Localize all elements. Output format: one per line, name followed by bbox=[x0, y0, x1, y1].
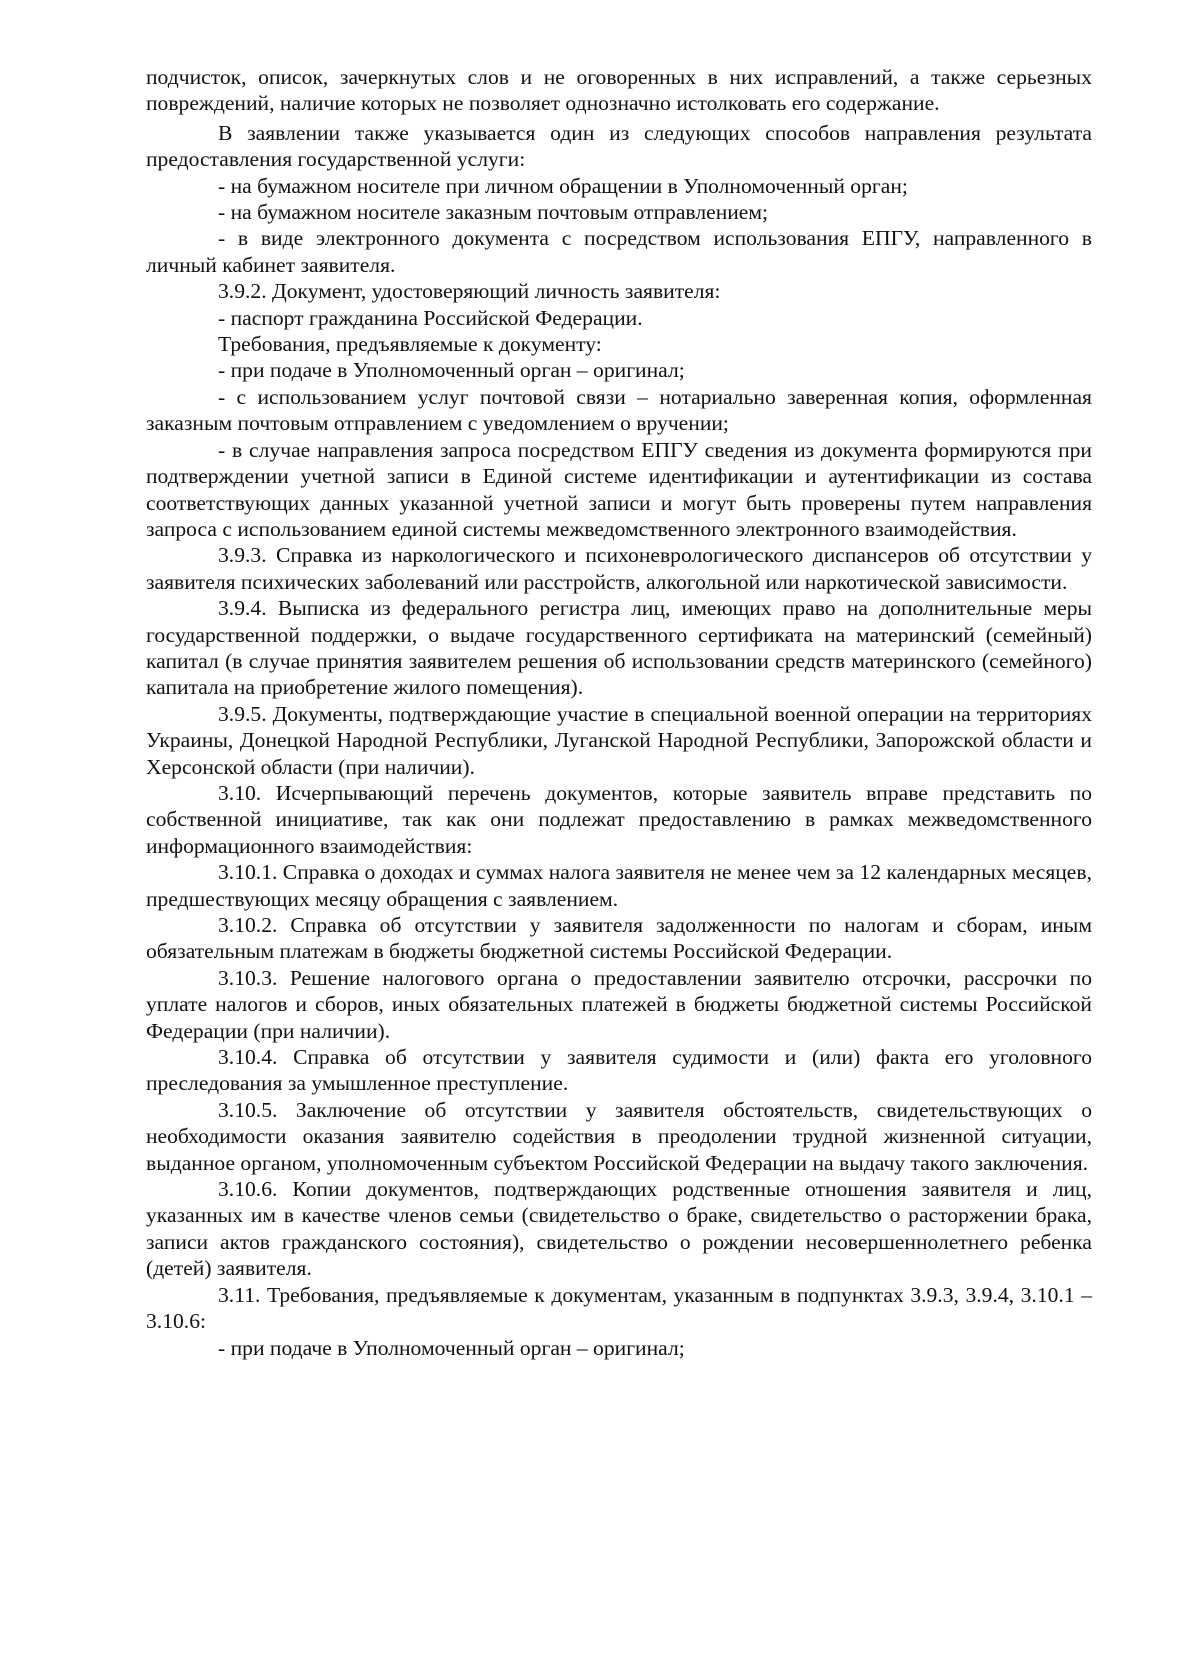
paragraph-result-methods: В заявлении также указывается один из следующих способов направления результата предоставления государственной услуги: bbox=[146, 120, 1092, 172]
paragraph-3-10-6: 3.10.6. Копии документов, подтверждающих родственные отношения заявителя и лиц, указанных им в качестве членов семьи (свидетельство о браке, свидетельство о расторжении брака, записи актов гражданского состояния), свидетельство о рождении несовершеннолетнего ребенка (детей) заявителя. bbox=[146, 1177, 1092, 1281]
list-item-epgu: - в случае направления запроса посредством ЕПГУ сведения из документа формируются при подтверждении учетной записи в Единой системе идентификации и аутентификации из состава соответствующих данных указанной учетной записи и могут быть проверены путем направления запроса с использованием единой системы межведомственного электронного взаимодействия. bbox=[146, 437, 1092, 541]
paragraph-3-9-3: 3.9.3. Справка из наркологического и психоневрологического диспансеров об отсутствии у заявителя психических заболеваний или расстройств, алкогольной или наркотической зависимости. bbox=[146, 543, 1092, 594]
document-page bbox=[146, 64, 1092, 1361]
paragraph-3-10-5: 3.10.5. Заключение об отсутствии у заявителя обстоятельств, свидетельствующих о необходимости оказания заявителю содействия в преодолении трудной жизненной ситуации, выданное органом, уполномоченным субъектом Российской Федерации на выдачу такого заключения. bbox=[146, 1097, 1092, 1175]
paragraph-requirements: Требования, предъявляемые к документу: bbox=[218, 332, 602, 357]
paragraph-3-10-4: 3.10.4. Справка об отсутствии у заявителя судимости и (или) факта его уголовного преследования за умышленное преступление. bbox=[146, 1045, 1092, 1096]
list-item-paper-personal: - на бумажном носителе при личном обращении в Уполномоченный орган; bbox=[218, 173, 908, 198]
list-item-electronic: - в виде электронного документа с посредством использования ЕПГУ, направленного в личный кабинет заявителя. bbox=[146, 226, 1092, 277]
paragraph-3-9-5: 3.9.5. Документы, подтверждающие участие в специальной военной операции на территориях Украины, Донецкой Народной Республики, Луганской Народной Республики, Запорожской области и Херсонской области (при наличии). bbox=[146, 701, 1092, 779]
paragraph-continuation: подчисток, описок, зачеркнутых слов и не оговоренных в них исправлений, а также серьезных повреждений, наличие которых не позволяет однозначно истолковать его содержание. bbox=[146, 65, 1092, 116]
paragraph-3-11: 3.11. Требования, предъявляемые к документам, указанным в подпунктах 3.9.3, 3.9.4, 3.10.1 – 3.10.6: bbox=[146, 1282, 1092, 1334]
list-item-original-final: - при подаче в Уполномоченный орган – оригинал; bbox=[218, 1335, 685, 1360]
list-item-passport: - паспорт гражданина Российской Федерации. bbox=[218, 305, 643, 330]
paragraph-3-9-2: 3.9.2. Документ, удостоверяющий личность заявителя: bbox=[218, 279, 721, 304]
list-item-original: - при подаче в Уполномоченный орган – оригинал; bbox=[218, 358, 685, 383]
paragraph-3-9-4: 3.9.4. Выписка из федерального регистра лиц, имеющих право на дополнительные меры государственной поддержки, о выдаче государственного сертификата на материнский (семейный) капитал (в случае принятия заявителем решения об использовании средств материнского (семейного) капитала на приобретение жилого помещения). bbox=[146, 596, 1092, 700]
paragraph-3-10: 3.10. Исчерпывающий перечень документов, которые заявитель вправе представить по собственной инициативе, так как они подлежат предоставлению в рамках межведомственного информационного взаимодействия: bbox=[146, 780, 1092, 858]
paragraph-3-10-3: 3.10.3. Решение налогового органа о предоставлении заявителю отсрочки, рассрочки по уплате налогов и сборов, иных обязательных платежей в бюджеты бюджетной системы Российской Федерации (при наличии). bbox=[146, 965, 1092, 1043]
paragraph-3-10-1: 3.10.1. Справка о доходах и суммах налога заявителя не менее чем за 12 календарных месяцев, предшествующих месяцу обращения с заявлением. bbox=[146, 860, 1092, 911]
list-item-postal: - с использованием услуг почтовой связи – нотариально заверенная копия, оформленная заказным почтовым отправлением с уведомлением о вручении; bbox=[146, 384, 1092, 436]
paragraph-3-10-2: 3.10.2. Справка об отсутствии у заявителя задолженности по налогам и сборам, иным обязательным платежам в бюджеты бюджетной системы Российской Федерации. bbox=[146, 913, 1092, 964]
list-item-paper-mail: - на бумажном носителе заказным почтовым отправлением; bbox=[218, 200, 769, 225]
